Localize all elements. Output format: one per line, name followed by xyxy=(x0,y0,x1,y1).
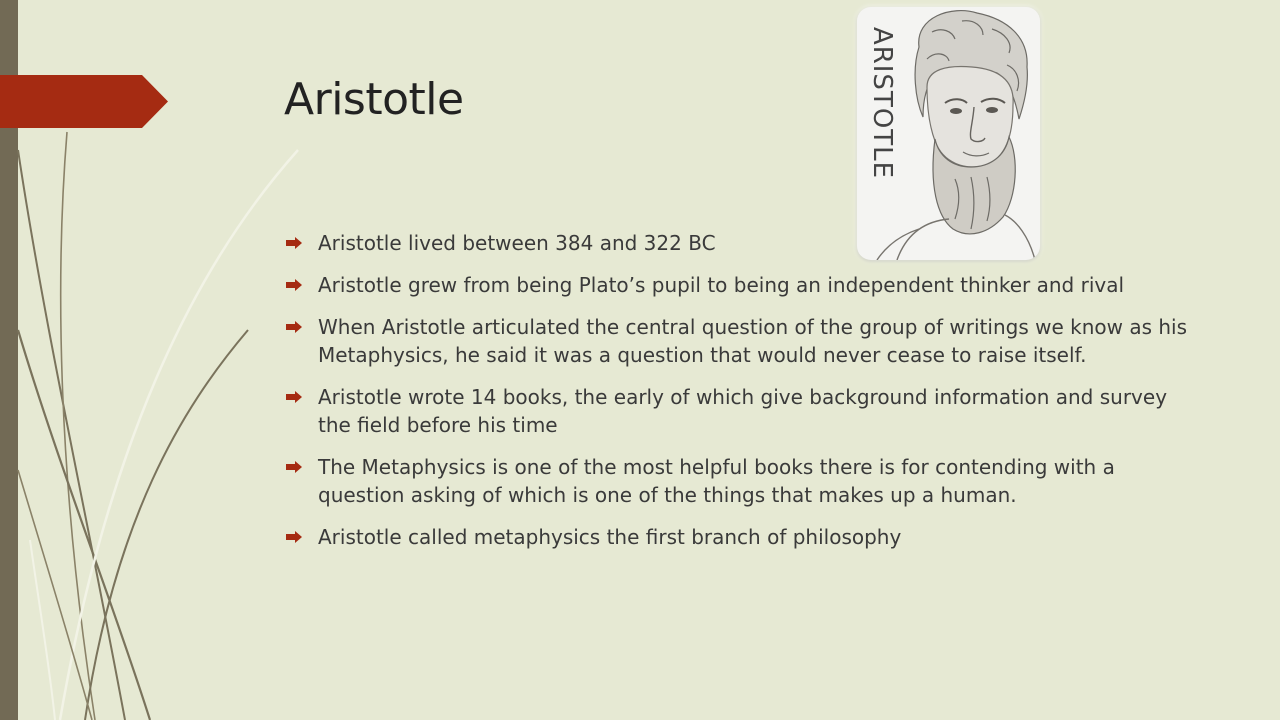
bullet-arrow-icon xyxy=(286,391,302,403)
list-item xyxy=(286,271,1206,299)
bullet-text: Aristotle wrote 14 books, the early of which give background information and survey the field before his time xyxy=(318,385,1168,437)
aristotle-portrait xyxy=(857,7,1040,260)
list-item xyxy=(286,523,1206,551)
bullet-list xyxy=(286,229,1206,565)
bullet-text: Aristotle lived between 384 and 322 BC xyxy=(318,231,716,255)
list-item xyxy=(286,453,1206,509)
bullet-arrow-icon xyxy=(286,237,302,249)
portrait-caption: ARISTOTLE xyxy=(867,26,898,180)
title-accent-arrow xyxy=(0,75,168,128)
bullet-arrow-icon xyxy=(286,279,302,291)
bullet-text: Aristotle grew from being Plato’s pupil to being an independent thinker and rival xyxy=(318,273,1125,297)
slide-title: Aristotle xyxy=(284,74,464,125)
bullet-text: The Metaphysics is one of the most helpful books there is for contending with a question asking of which is one of the things that makes up a human. xyxy=(318,455,1115,507)
portrait-sketch-icon xyxy=(857,7,1040,260)
bullet-arrow-icon xyxy=(286,531,302,543)
bullet-text: When Aristotle articulated the central question of the group of writings we know as his Metaphysics, he said it was a question that would never cease to raise itself. xyxy=(318,315,1188,367)
list-item xyxy=(286,313,1206,369)
list-item xyxy=(286,383,1206,439)
bullet-text: Aristotle called metaphysics the first branch of philosophy xyxy=(318,525,902,549)
bullet-arrow-icon xyxy=(286,321,302,333)
bullet-arrow-icon xyxy=(286,461,302,473)
list-item xyxy=(286,229,1206,257)
